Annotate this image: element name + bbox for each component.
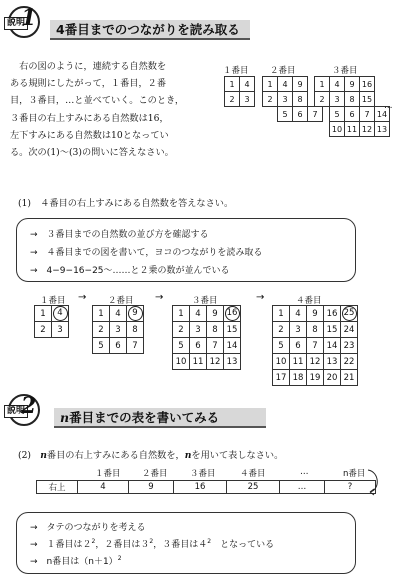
mid-arrow-1: → xyxy=(78,292,87,303)
mid-grid-1 xyxy=(34,305,69,338)
grid-cell: 5 xyxy=(273,338,290,354)
grid-cell: 6 xyxy=(290,338,307,354)
grid-cell: 11 xyxy=(190,354,207,370)
section1-badge-number: 1 xyxy=(21,5,37,31)
hint2-line-1: → タテのつながりを考える xyxy=(30,523,146,533)
intro-paragraph xyxy=(10,58,210,161)
result-value: 25 xyxy=(227,481,280,494)
result-header-2: ２番目 xyxy=(142,469,168,479)
grid-cell: 8 xyxy=(307,322,324,338)
grid-cell: 11 xyxy=(345,122,360,137)
grid-cell: 15 xyxy=(224,322,241,338)
grid-cell: 6 xyxy=(110,338,127,354)
mid-grid-2 xyxy=(92,305,144,354)
question2-variable: n xyxy=(184,450,192,461)
grid-cell: 3 xyxy=(190,322,207,338)
intro-line: 左下すみにある自然数は10となってい xyxy=(10,129,169,141)
result-value: ? xyxy=(325,481,376,494)
grid-cell-circled xyxy=(52,306,69,322)
grid-cell: 2 xyxy=(315,92,330,107)
circled-value: 25 xyxy=(342,306,357,321)
grid-cell: 12 xyxy=(207,354,224,370)
result-header-1: １番目 xyxy=(95,469,121,479)
mid-grid-3 xyxy=(172,305,241,370)
grid-cell: 2 xyxy=(225,92,240,107)
circled-value: 16 xyxy=(225,306,240,321)
grid-cell: 11 xyxy=(290,354,307,370)
mid-grid-4 xyxy=(272,305,358,386)
result-value: 16 xyxy=(174,481,227,494)
hint2-text: ，３番目は４ xyxy=(153,540,208,550)
grid-cell: 24 xyxy=(341,322,358,338)
grid-cell: 17 xyxy=(273,370,290,386)
grid-cell: 7 xyxy=(127,338,144,354)
grid-cell: 7 xyxy=(307,338,324,354)
question-2 xyxy=(18,447,283,461)
circled-value: 4 xyxy=(53,306,68,321)
grid-cell: 2 xyxy=(93,322,110,338)
hint2-text: となっている xyxy=(211,540,275,550)
section1-badge-label: 説明 xyxy=(4,17,28,30)
grid-cell: 14 xyxy=(324,338,341,354)
section1-badge xyxy=(4,4,40,38)
question2-variable: n xyxy=(40,450,47,461)
intro-line: ある規則にしたがって，１番目，２番 xyxy=(10,78,167,90)
grid-cell: 9 xyxy=(207,306,224,322)
mid-caption-3: ３番目 xyxy=(192,296,218,306)
top-ellipsis: … xyxy=(384,101,393,111)
grid-cell: 6 xyxy=(190,338,207,354)
top-caption-1: １番目 xyxy=(223,66,249,76)
grid-cell: 7 xyxy=(207,338,224,354)
question2-prefix: (2) xyxy=(18,450,41,461)
grid-cell: 6 xyxy=(293,107,308,122)
grid-cell: 12 xyxy=(360,122,375,137)
hint2-line-3 xyxy=(30,554,122,567)
section2-title-text: 番目までの表を書いてみる xyxy=(69,410,220,425)
grid-cell: 2 xyxy=(273,322,290,338)
section2-badge-label: 説明 xyxy=(4,405,28,418)
section2-badge xyxy=(4,392,40,426)
hint2-text: ，２番目は３ xyxy=(95,540,150,550)
top-grid-3 xyxy=(314,76,390,137)
hint2-text: → １番目は２ xyxy=(30,540,92,550)
grid-cell: 8 xyxy=(345,92,360,107)
grid-cell: 4 xyxy=(240,77,255,92)
intro-line: ３番目の右上すみにある自然数は16， xyxy=(10,112,169,124)
section2-title-variable: n xyxy=(60,410,70,425)
grid-cell: 3 xyxy=(290,322,307,338)
result-header-6: n番目 xyxy=(343,469,366,479)
mid-caption-2: ２番目 xyxy=(108,296,134,306)
curved-arrow-icon xyxy=(366,468,382,498)
intro-line: 目，３番目，…と並べていく。このとき， xyxy=(10,95,185,107)
question2-text: 番目の右上すみにある自然数を， xyxy=(46,450,185,461)
grid-cell: 4 xyxy=(190,306,207,322)
table-row xyxy=(37,481,376,494)
grid-cell: 10 xyxy=(173,354,190,370)
grid-cell: 14 xyxy=(375,107,390,122)
grid-cell: 4 xyxy=(290,306,307,322)
section2-badge-number: 2 xyxy=(21,393,37,419)
grid-cell: 5 xyxy=(93,338,110,354)
grid-cell: 3 xyxy=(278,92,293,107)
grid-cell: 9 xyxy=(345,77,360,92)
mid-caption-4: ４番目 xyxy=(296,296,322,306)
grid-cell: 3 xyxy=(330,92,345,107)
grid-cell: 9 xyxy=(307,306,324,322)
mid-caption-1: １番目 xyxy=(40,296,66,306)
hint2-exponent: 2 xyxy=(207,538,212,545)
grid-cell-circled xyxy=(224,306,241,322)
top-caption-3: ３番目 xyxy=(332,66,358,76)
grid-cell: 1 xyxy=(93,306,110,322)
question2-suffix: を用いて表しなさい。 xyxy=(191,450,284,461)
grid-cell: 13 xyxy=(224,354,241,370)
grid-cell: 20 xyxy=(324,370,341,386)
grid-cell: 13 xyxy=(375,122,390,137)
grid-cell: 16 xyxy=(360,77,375,92)
grid-cell: 1 xyxy=(225,77,240,92)
grid-cell: 4 xyxy=(278,77,293,92)
circled-value: 9 xyxy=(128,306,143,321)
grid-cell: 1 xyxy=(35,306,52,322)
grid-cell: 5 xyxy=(330,107,345,122)
mid-arrow-2: → xyxy=(155,292,164,303)
grid-cell: 1 xyxy=(315,77,330,92)
result-value: 4 xyxy=(78,481,129,494)
grid-cell: 9 xyxy=(293,77,308,92)
top-grid-1 xyxy=(224,76,255,107)
grid-cell: 3 xyxy=(52,322,69,338)
grid-cell: 16 xyxy=(324,306,341,322)
result-header-4: ４番目 xyxy=(240,469,266,479)
result-row-label: 右上 xyxy=(37,481,78,494)
mid-arrow-3: → xyxy=(256,292,265,303)
intro-line: る。次の(1)〜(3)の問いに答えなさい。 xyxy=(10,147,174,159)
result-header-5: … xyxy=(300,467,309,477)
result-value: … xyxy=(280,481,325,494)
hint2-exponent: 2 xyxy=(91,538,96,545)
grid-cell: 15 xyxy=(324,322,341,338)
question-1: (1) ４番目の右上すみにある自然数を答えなさい。 xyxy=(18,198,234,209)
intro-line: 右の図のように，連続する自然数を xyxy=(10,61,167,72)
grid-cell: 1 xyxy=(173,306,190,322)
grid-cell: 8 xyxy=(293,92,308,107)
top-caption-2: ２番目 xyxy=(270,66,296,76)
grid-cell: 3 xyxy=(110,322,127,338)
grid-cell: 5 xyxy=(173,338,190,354)
grid-cell: 22 xyxy=(341,354,358,370)
result-table xyxy=(36,480,376,494)
grid-cell: 1 xyxy=(263,77,278,92)
hint2-text: → n番目は（n＋1） xyxy=(30,557,118,567)
grid-cell: 8 xyxy=(207,322,224,338)
grid-cell-circled xyxy=(341,306,358,322)
hint1-line-1: → ３番目までの自然数の並び方を確認する xyxy=(30,230,209,240)
grid-cell-circled xyxy=(127,306,144,322)
grid-cell: 4 xyxy=(110,306,127,322)
grid-cell: 18 xyxy=(290,370,307,386)
hint2-exponent: 2 xyxy=(149,538,154,545)
grid-cell: 10 xyxy=(330,122,345,137)
grid-cell: 14 xyxy=(224,338,241,354)
grid-cell: 1 xyxy=(273,306,290,322)
grid-cell: 21 xyxy=(341,370,358,386)
result-value: 9 xyxy=(129,481,174,494)
grid-cell: 6 xyxy=(345,107,360,122)
grid-cell: 2 xyxy=(263,92,278,107)
grid-cell: 15 xyxy=(360,92,375,107)
grid-cell: 7 xyxy=(360,107,375,122)
grid-cell: 4 xyxy=(330,77,345,92)
grid-cell: 5 xyxy=(278,107,293,122)
grid-cell: 23 xyxy=(341,338,358,354)
grid-cell: 3 xyxy=(240,92,255,107)
hint2-exponent: 2 xyxy=(117,555,122,562)
grid-cell: 13 xyxy=(324,354,341,370)
result-header-3: ３番目 xyxy=(190,469,216,479)
section2-title xyxy=(60,408,219,426)
grid-cell: 19 xyxy=(307,370,324,386)
hint2-line-2 xyxy=(30,537,274,550)
hint1-line-2: → ４番目までの図を書いて，ヨコのつながりを読み取る xyxy=(30,248,263,258)
grid-cell: 2 xyxy=(35,322,52,338)
grid-cell: 10 xyxy=(273,354,290,370)
grid-cell: 2 xyxy=(173,322,190,338)
grid-cell: 7 xyxy=(308,107,323,122)
grid-cell: 12 xyxy=(307,354,324,370)
section1-title: 4番目までのつながりを読み取る xyxy=(56,22,240,37)
grid-cell: 8 xyxy=(127,322,144,338)
hint1-line-3: → 4−9−16−25〜……と２乗の数が並んでいる xyxy=(30,266,230,276)
